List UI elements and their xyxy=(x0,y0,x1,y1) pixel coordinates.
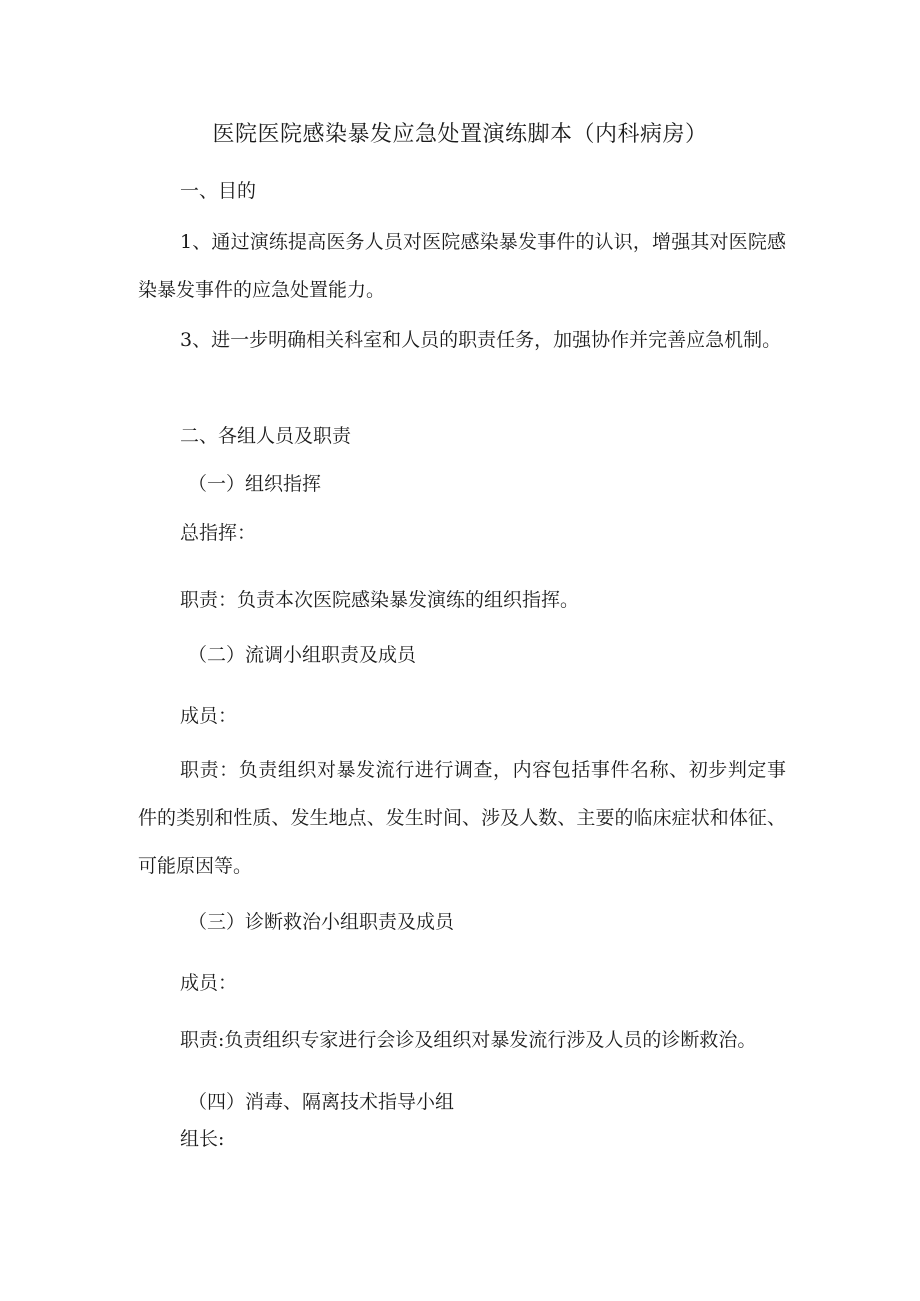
document-title: 医院医院感染暴发应急处置演练脚本（内科病房） xyxy=(212,122,708,147)
group-heading-epidemiology: （二）流调小组职责及成员 xyxy=(188,644,417,666)
group-heading-disinfection: （四）消毒、隔离技术指导小组 xyxy=(188,1091,455,1113)
purpose-item-1: 1、通过演练提高医务人员对医院感染暴发事件的认识，增强其对医院感染暴发事件的应急处置能力。 xyxy=(138,231,786,301)
group-heading-command: （一）组织指挥 xyxy=(188,473,322,495)
command-duty: 职责：负责本次医院感染暴发演练的组织指挥。 xyxy=(180,589,580,611)
treatment-duty: 职责:负责组织专家进行会诊及组织对暴发流行涉及人员的诊断救治。 xyxy=(180,1029,757,1051)
section-heading-groups: 二、各组人员及职责 xyxy=(180,425,352,447)
section-heading-purpose: 一、目的 xyxy=(180,180,257,202)
group-heading-treatment: （三）诊断救治小组职责及成员 xyxy=(188,911,455,933)
epidemiology-duty: 职责：负责组织对暴发流行进行调查，内容包括事件名称、初步判定事件的类别和性质、发生地点、发生时间、涉及人数、主要的临床症状和体征、可能原因等。 xyxy=(138,759,786,877)
purpose-item-3: 3、进一步明确相关科室和人员的职责任务，加强协作并完善应急机制。 xyxy=(180,329,782,351)
treatment-members-label: 成员： xyxy=(180,972,238,994)
commander-label: 总指挥： xyxy=(180,522,257,544)
epidemiology-members-label: 成员： xyxy=(180,705,238,727)
disinfection-leader-label: 组长: xyxy=(180,1128,225,1150)
